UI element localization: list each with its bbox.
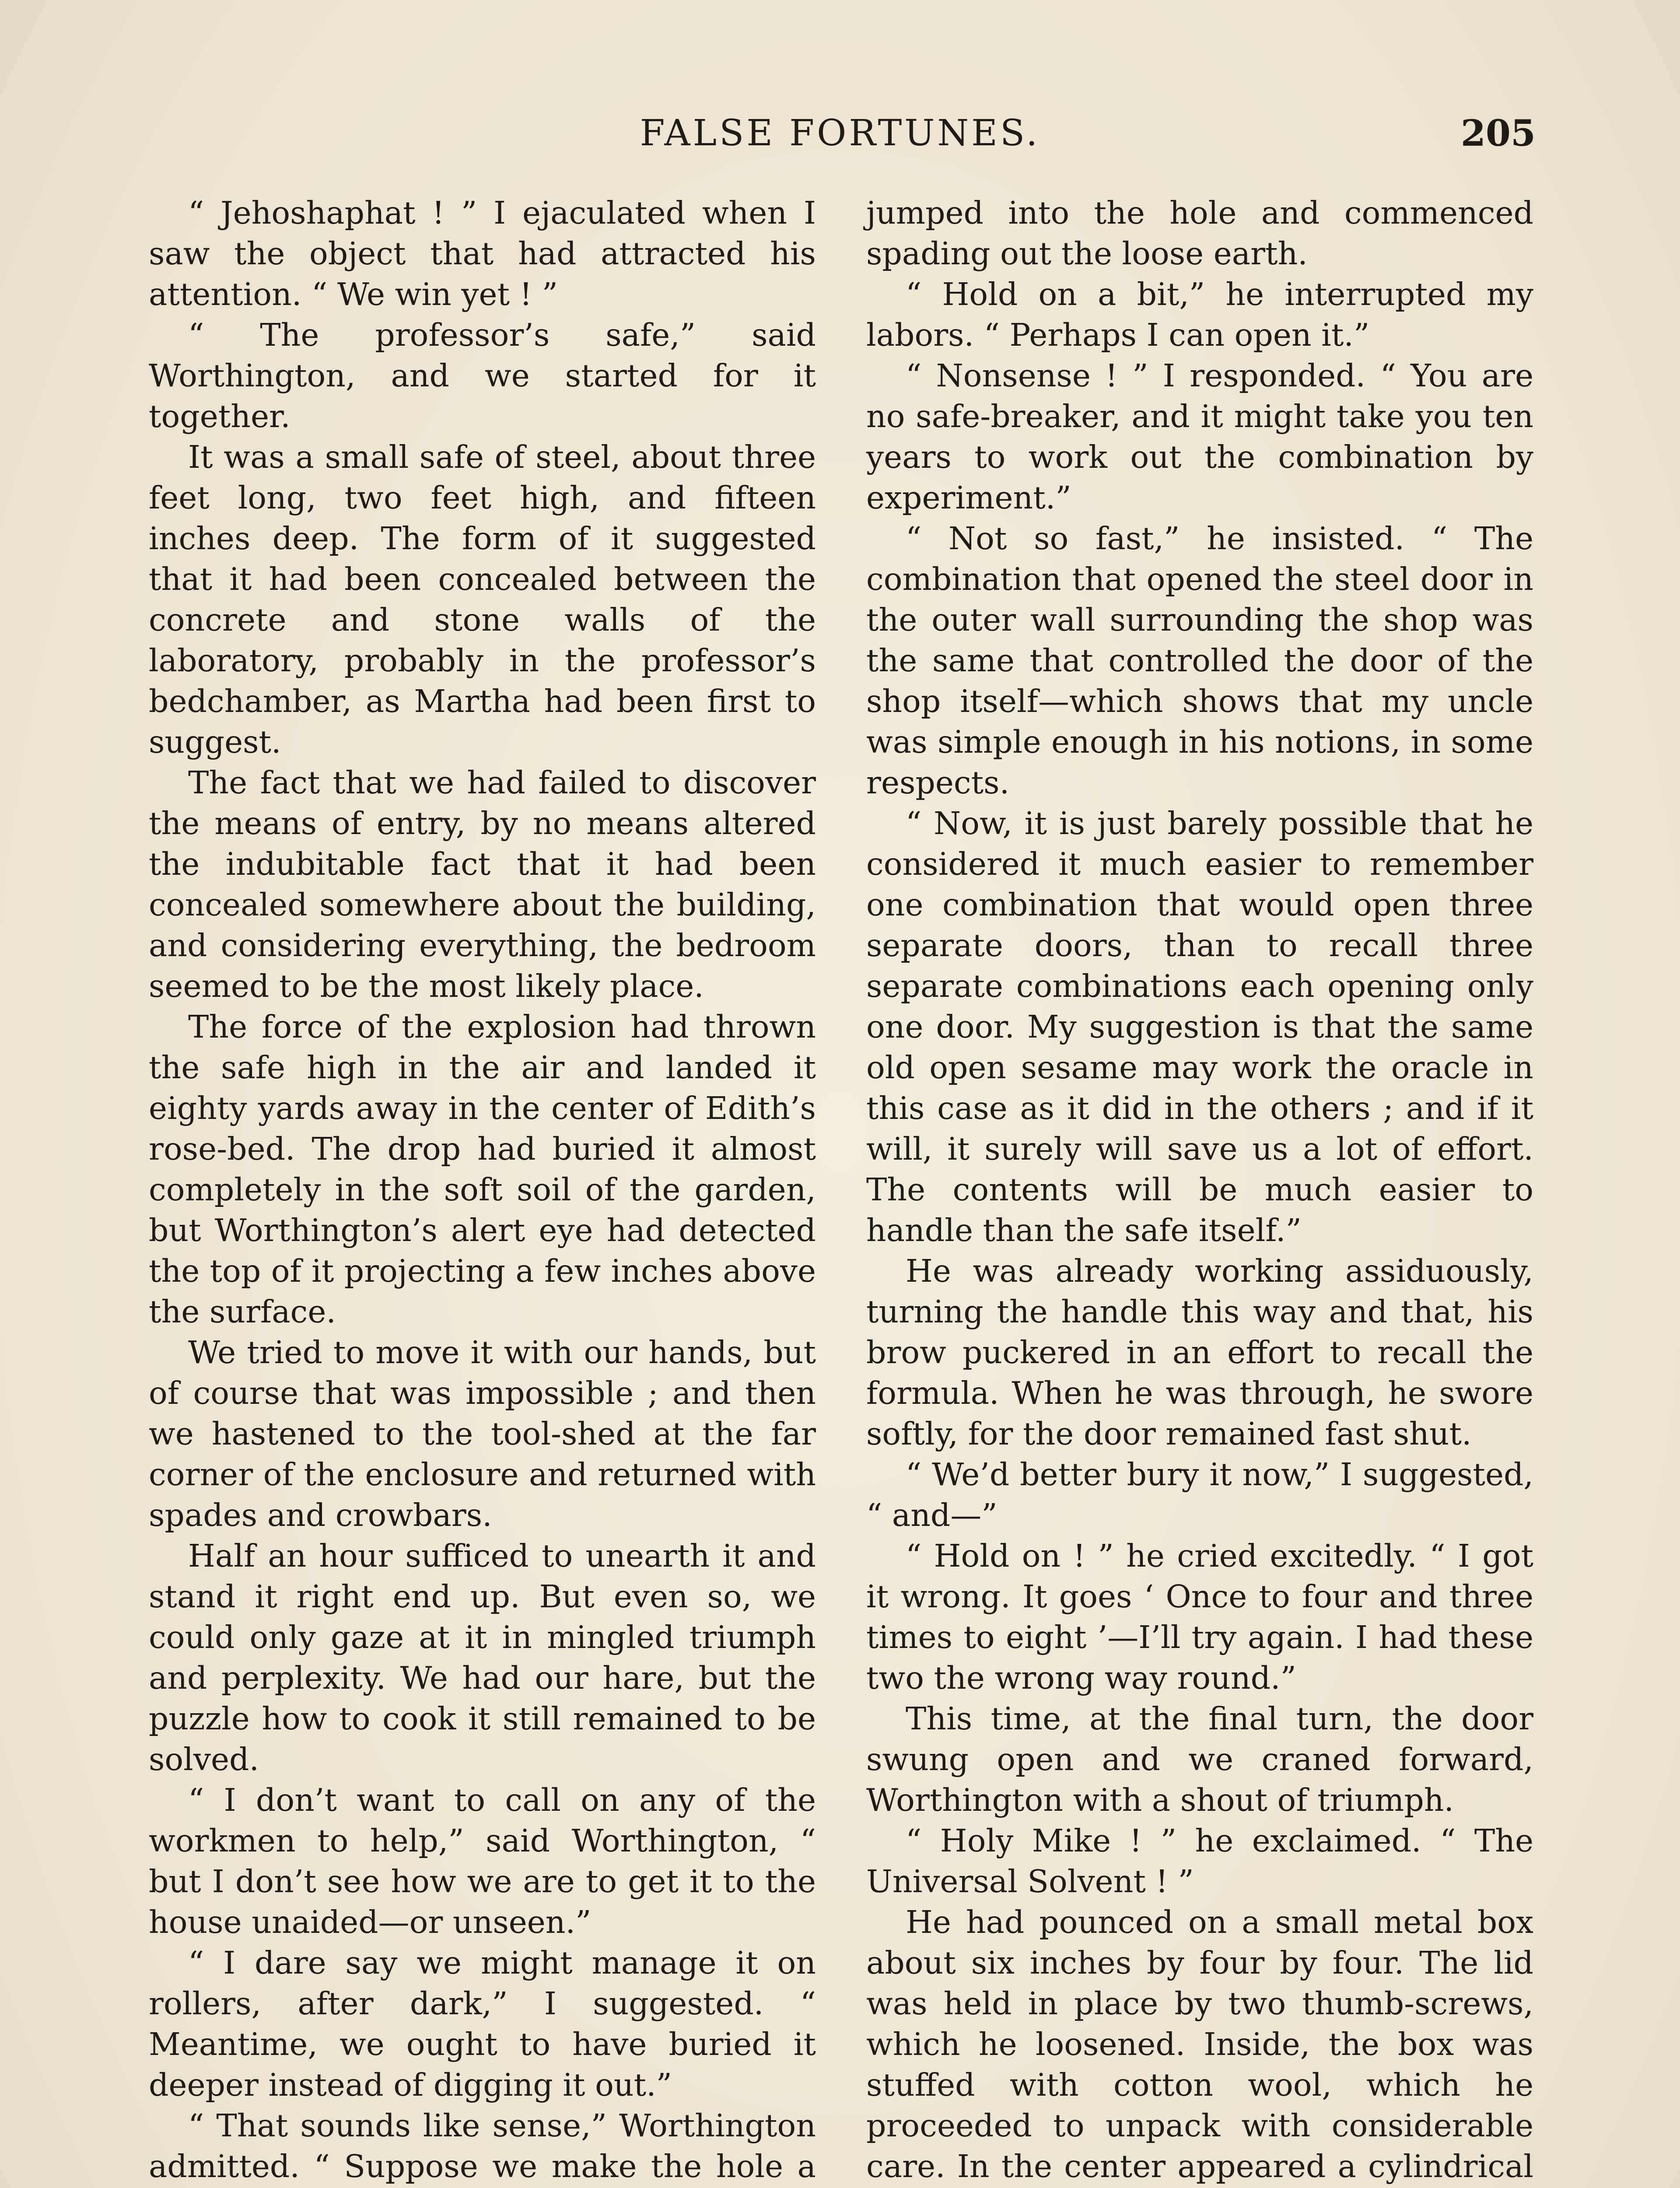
right-column <box>866 193 1533 2188</box>
paragraph: He was already working assiduously, turning the handle this way and that, his brow puckered in an effort to recall the formula. When he was through, he swore softly, for the door remained fast shut. <box>866 1253 1533 1452</box>
left-column <box>149 193 816 2188</box>
paragraph: The fact that we had failed to discover the means of entry, by no means altered the indubitable fact that it had been concealed somewhere about the building, and considering everything, the bedroom seemed to be the most likely place. <box>149 764 816 1004</box>
paragraph: “ Jehoshaphat ! ” I ejaculated when I saw the object that had attracted his attention. “ We win yet ! ” <box>149 195 816 312</box>
paragraph: “ That sounds like sense,” Worthington admitted. “ Suppose we make the hole a <box>149 2107 816 2184</box>
paragraph: “ Hold on a bit,” he interrupted my labors. “ Perhaps I can open it.” <box>866 276 1533 353</box>
paragraph: “ Nonsense ! ” I responded. “ You are no safe-breaker, and it might take you ten years to work out the combination by experiment.” <box>866 358 1533 516</box>
paragraph: “ I don’t want to call on any of the workmen to help,” said Worthington, “ but I don’t see how we are to get it to the house unaided—or unseen.” <box>149 1782 816 1940</box>
paragraph: “ We’d better bury it now,” I suggested, “ and—” <box>866 1456 1533 1533</box>
paragraph: “ Now, it is just barely possible that he considered it much easier to remember one combination that would open three separate doors, than to recall three separate combinations each opening only one door. My suggestion is that the same old open sesame may work the oracle in this case as it did in the others ; and if it will, it surely will save us a lot of effort. The contents will be much easier to handle than the safe itself.” <box>866 805 1533 1248</box>
paragraph: We tried to move it with our hands, but of course that was impossible ; and then we hastened to the tool-shed at the far corner of the enclosure and returned with spades and crowbars. <box>149 1334 816 1533</box>
paragraph: “ The professor’s safe,” said Worthington, and we started for it together. <box>149 317 816 435</box>
running-title: FALSE FORTUNES. <box>640 112 1040 154</box>
paragraph: The force of the explosion had thrown the safe high in the air and landed it eighty yards away in the center of Edith’s rose-bed. The drop had buried it almost completely in the soft soil of the garden, but Worthington’s alert eye had detected the top of it projecting a few inches above the surface. <box>149 1009 816 1330</box>
page-number: 205 <box>1460 112 1536 154</box>
paragraph: Half an hour sufficed to unearth it and stand it right end up. But even so, we could only gaze at it in mingled triumph and perplexity. We had our hare, but the puzzle how to cook it still remained to be solved. <box>149 1538 816 1778</box>
paragraph: “ I dare say we might manage it on rollers, after dark,” I suggested. “ Meantime, we ought to have buried it deeper instead of digging it out.” <box>149 1945 816 2103</box>
paragraph: He had pounced on a small metal box about six inches by four by four. The lid was held in place by two thumb-screws, which he loosened. Inside, the box was stuffed with cotton wool, which he proceeded to unpack with considerable care. In the center appeared a cylindrical <box>866 1904 1533 2184</box>
page-header <box>144 109 1536 158</box>
paragraph: “ Hold on ! ” he cried excitedly. “ I got it wrong. It goes ‘ Once to four and three times to eight ’—I’ll try again. I had these two the wrong way round.” <box>866 1538 1533 1696</box>
paragraph: “ Not so fast,” he insisted. “ The combination that opened the steel door in the outer wall surrounding the shop was the same that controlled the door of the shop itself—which shows that my uncle was simple enough in his notions, in some respects. <box>866 520 1533 801</box>
paragraph: It was a small safe of steel, about three feet long, two feet high, and fifteen inches deep. The form of it suggested that it had been concealed between the concrete and stone walls of the laboratory, probably in the professor’s bedchamber, as Martha had been first to suggest. <box>149 439 816 760</box>
text-columns <box>149 193 1540 2188</box>
paragraph: “ Holy Mike ! ” he exclaimed. “ The Universal Solvent ! ” <box>866 1823 1533 1900</box>
paragraph: This time, at the final turn, the door swung open and we craned forward, Worthington with a shout of triumph. <box>866 1701 1533 1818</box>
paragraph-continued: jumped into the hole and commenced spading out the loose earth. <box>866 195 1533 272</box>
